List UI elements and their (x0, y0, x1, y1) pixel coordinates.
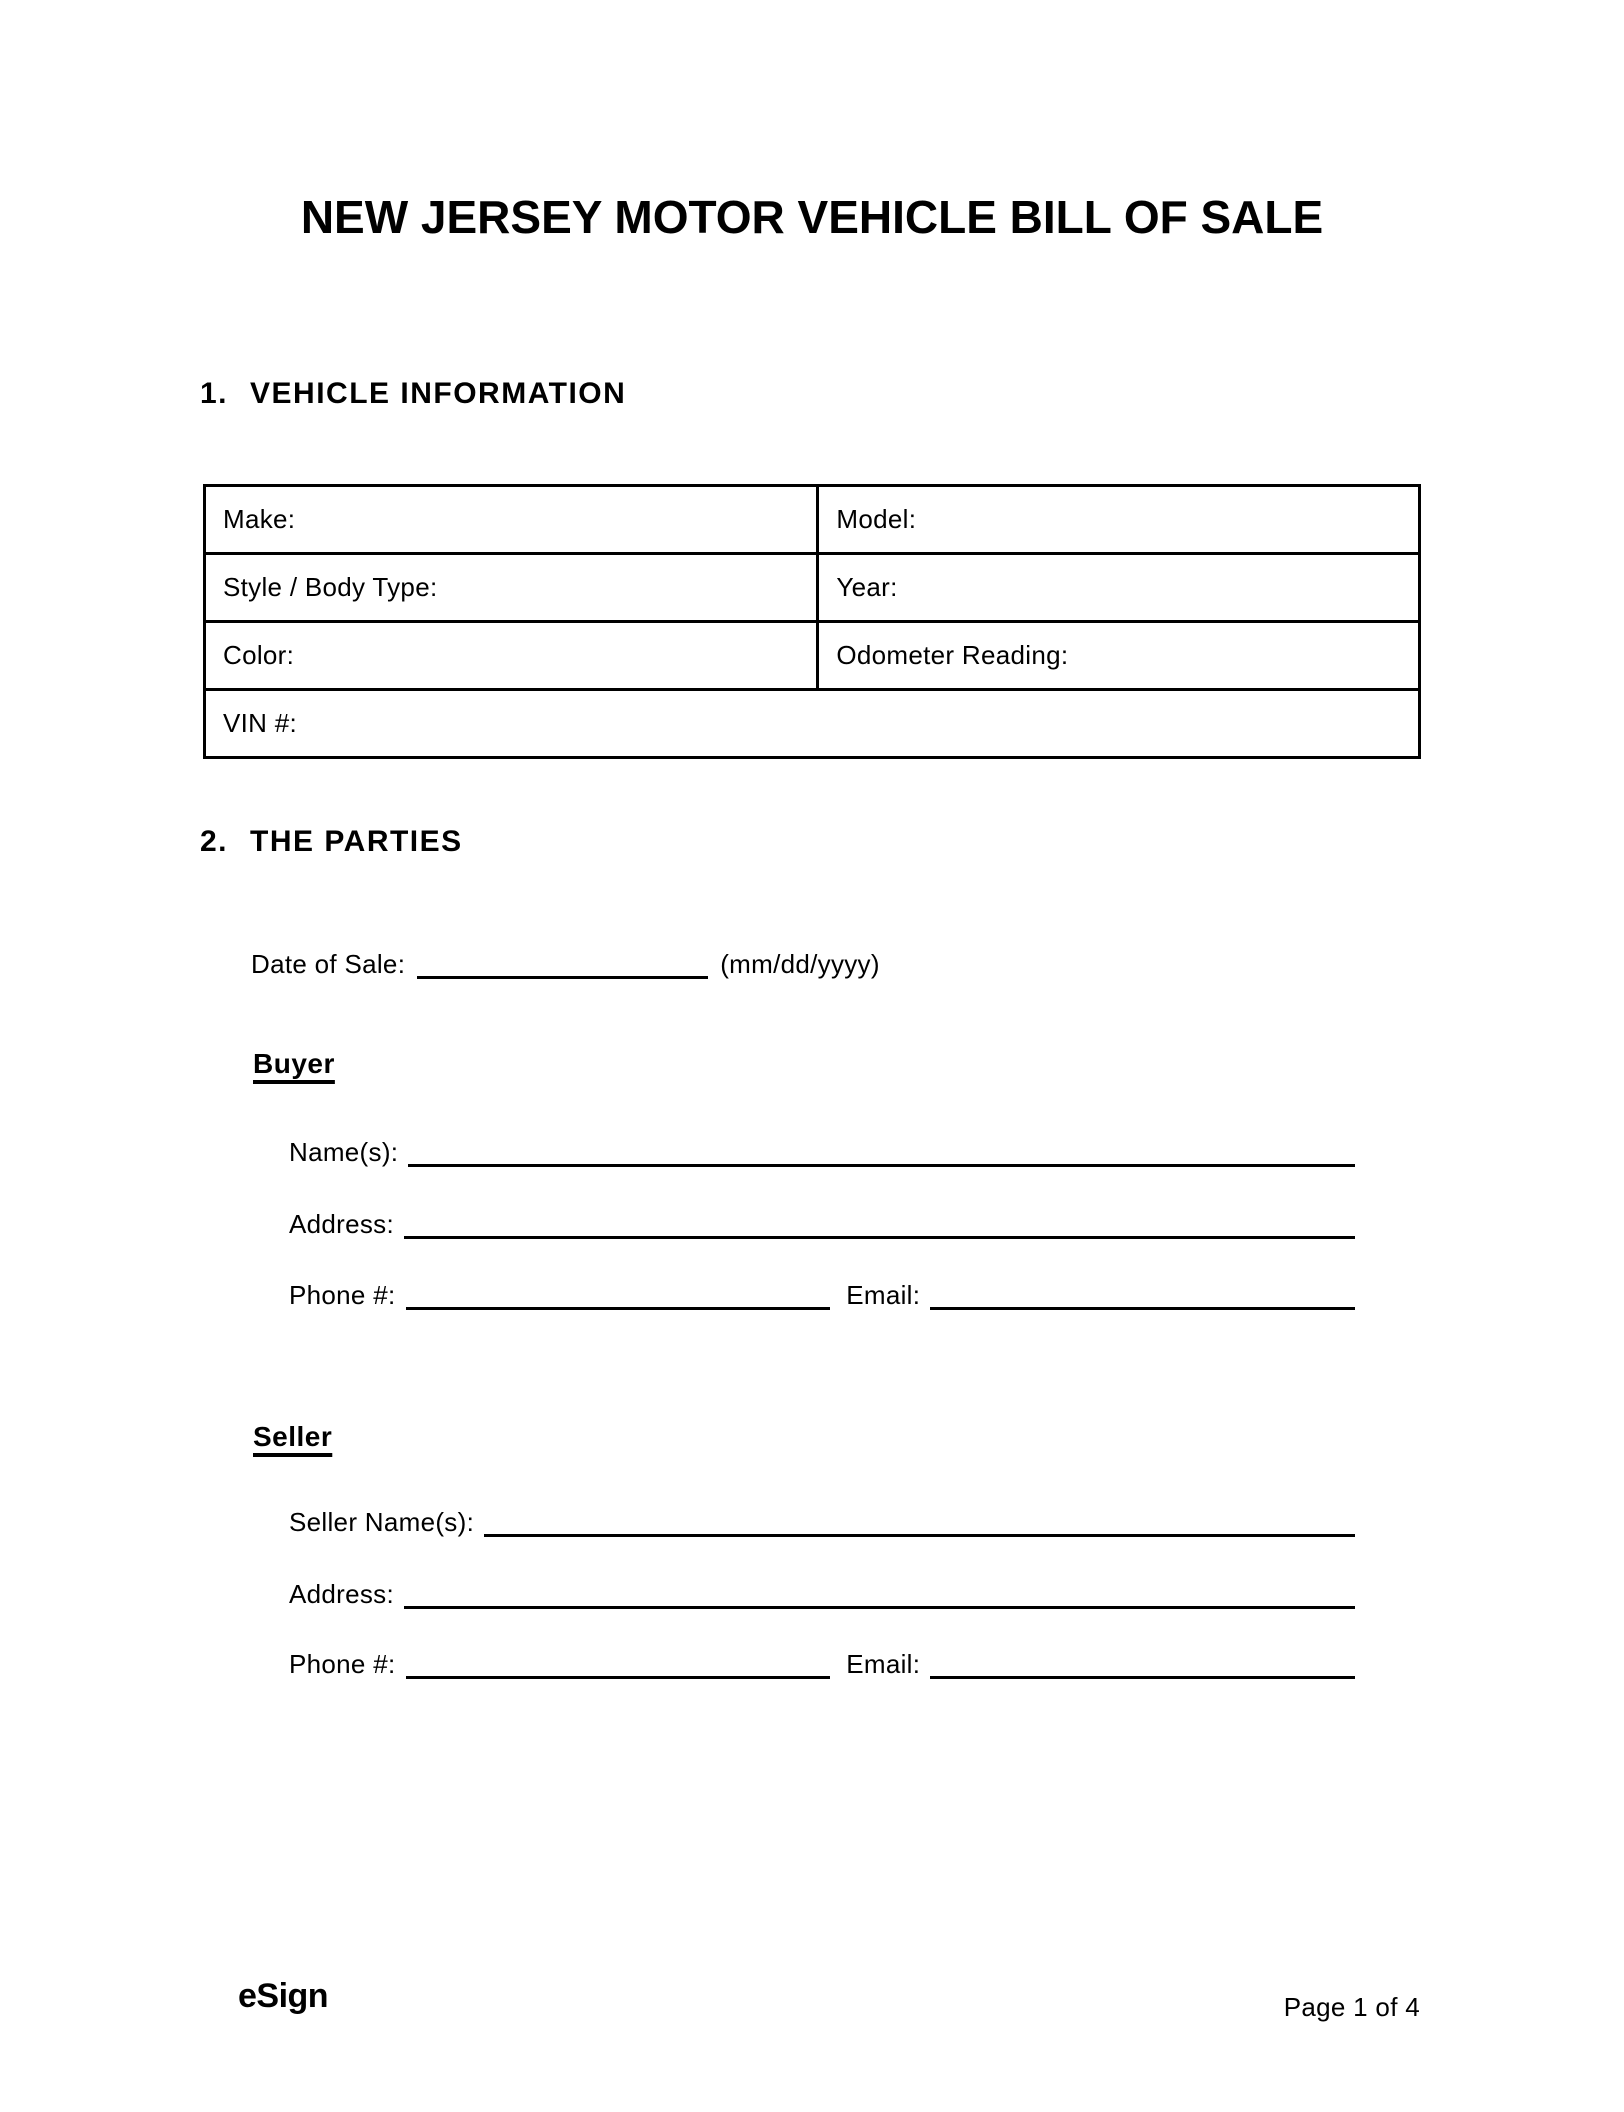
seller-name-row (289, 1506, 1355, 1540)
buyer-phone-email-row (289, 1279, 1355, 1313)
section-heading-vehicle-information (200, 379, 626, 409)
seller-section-heading: Seller (253, 1421, 333, 1452)
odometer-reading-cell[interactable] (818, 622, 1420, 690)
make-label: Make: (223, 504, 296, 534)
color-cell[interactable] (205, 622, 818, 690)
seller-name-input-line[interactable] (484, 1534, 1355, 1537)
style-body-type-cell[interactable] (205, 554, 818, 622)
seller-address-row (289, 1578, 1355, 1612)
style-body-type-label: Style / Body Type: (223, 572, 438, 602)
model-cell[interactable] (818, 486, 1420, 554)
vehicle-info-table (203, 484, 1421, 759)
year-label: Year: (836, 572, 898, 602)
seller-phone-email-row (289, 1648, 1355, 1682)
seller-email-input-line[interactable] (930, 1676, 1355, 1679)
buyer-email-input-line[interactable] (930, 1307, 1355, 1310)
seller-phone-input-line[interactable] (406, 1676, 831, 1679)
seller-address-input-line[interactable] (404, 1606, 1355, 1609)
seller-name-label: Seller Name(s): (289, 1507, 475, 1537)
buyer-phone-input-line[interactable] (406, 1307, 831, 1310)
table-row-make-model (205, 486, 1420, 554)
buyer-email-label: Email: (846, 1280, 921, 1310)
seller-address-label: Address: (289, 1579, 395, 1609)
buyer-section-heading: Buyer (253, 1048, 335, 1079)
table-row-color-odometer (205, 622, 1420, 690)
buyer-name-label: Name(s): (289, 1137, 399, 1167)
buyer-address-row (289, 1208, 1355, 1242)
date-format-hint: (mm/dd/yyyy) (720, 949, 880, 979)
color-label: Color: (223, 640, 295, 670)
odometer-reading-label: Odometer Reading: (836, 640, 1069, 670)
date-of-sale-input-line[interactable] (417, 976, 708, 979)
buyer-address-label: Address: (289, 1209, 395, 1239)
page-title: NEW JERSEY MOTOR VEHICLE BILL OF SALE (300, 191, 1324, 243)
date-of-sale-row (251, 948, 880, 982)
buyer-phone-label: Phone #: (289, 1280, 396, 1310)
section-number: 2. (200, 825, 229, 858)
section-heading-the-parties (200, 827, 463, 857)
section-title: THE PARTIES (250, 825, 463, 858)
buyer-address-input-line[interactable] (404, 1236, 1355, 1239)
buyer-name-row (289, 1136, 1355, 1170)
esign-logo: eSign (238, 1977, 329, 2015)
seller-email-label: Email: (846, 1649, 921, 1679)
page-number-indicator: Page 1 of 4 (1283, 1992, 1420, 2022)
vin-cell[interactable] (205, 690, 1420, 758)
table-row-vin (205, 690, 1420, 758)
make-cell[interactable] (205, 486, 818, 554)
model-label: Model: (836, 504, 917, 534)
table-row-style-year (205, 554, 1420, 622)
year-cell[interactable] (818, 554, 1420, 622)
buyer-name-input-line[interactable] (408, 1164, 1355, 1167)
section-title: VEHICLE INFORMATION (250, 377, 627, 410)
vin-label: VIN #: (223, 708, 298, 738)
section-number: 1. (200, 377, 229, 410)
date-of-sale-label: Date of Sale: (251, 949, 406, 979)
seller-phone-label: Phone #: (289, 1649, 396, 1679)
